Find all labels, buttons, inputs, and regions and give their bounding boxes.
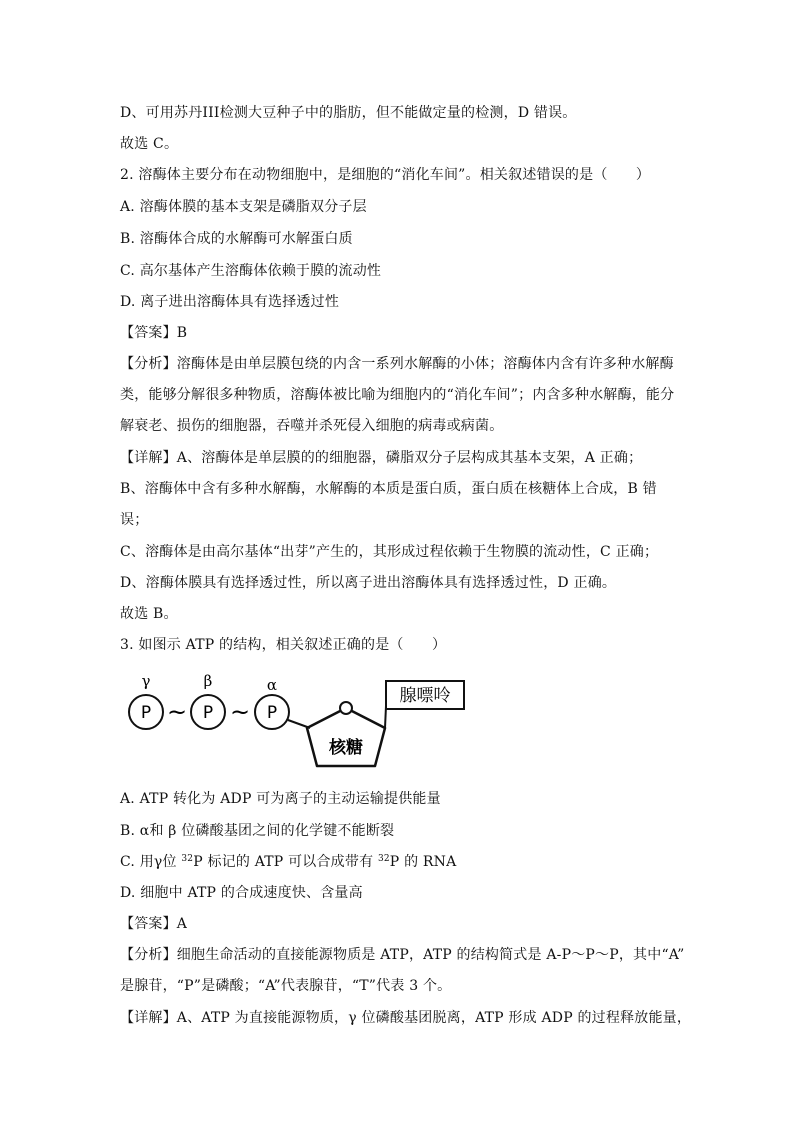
option-b: B. 溶酶体合成的水解酶可水解蛋白质 [120, 231, 353, 247]
question-3-stem: 3. 如图示 ATP 的结构，相关叙述正确的是（ ） [120, 637, 447, 653]
text-line: 故选 B。 [120, 606, 178, 622]
phosphate-gamma-label: P [140, 703, 152, 723]
high-energy-bond: ~ [166, 698, 188, 726]
gamma-label: γ [141, 672, 151, 690]
option-c: C. 高尔基体产生溶酶体依赖于膜的流动性 [120, 263, 382, 279]
superscript-32: 32 [181, 854, 194, 864]
q3-analysis-line: 是腺苷，“P”是磷酸；“A”代表腺苷，“T”代表 3 个。 [120, 978, 452, 994]
answer: 【答案】B [120, 325, 188, 341]
option-d: D. 离子进出溶酶体具有选择透过性 [120, 294, 340, 310]
question-2-stem: 2. 溶酶体主要分布在动物细胞中，是细胞的“消化车间”。相关叙述错误的是（ ） [120, 167, 651, 183]
alpha-label: α [266, 676, 278, 694]
detail-line: 【详解】A、溶酶体是单层膜的的细胞器，磷脂双分子层构成其基本支架，A 正确； [120, 450, 643, 466]
q3-option-b: B. α和 β 位磷酸基团之间的化学键不能断裂 [120, 823, 395, 839]
detail-line: C、溶酶体是由高尔基体“出芽”产生的，其形成过程依赖于生物膜的流动性，C 正确； [120, 544, 659, 560]
q3-option-d: D. 细胞中 ATP 的合成速度快、含量高 [120, 885, 363, 901]
atp-structure-diagram [120, 668, 480, 778]
text-line: D、可用苏丹III检测大豆种子中的脂肪，但不能做定量的检测，D 错误。 [120, 105, 577, 121]
detail-line: 误； [120, 512, 149, 528]
phosphate-beta-label: P [202, 703, 214, 723]
q3-option-c-part: C. 用γ位 [120, 854, 182, 870]
option-a: A. 溶酶体膜的基本支架是磷脂双分子层 [120, 199, 367, 215]
q3-analysis-line: 【分析】细胞生命活动的直接能源物质是 ATP，ATP 的结构简式是 A-P～P～P，其中“A” [120, 947, 685, 963]
analysis-line: 类，能够分解很多种物质，溶酶体被比喻为细胞内的“消化车间”；内含多种水解酶，能分 [120, 387, 675, 403]
detail-line: B、溶酶体中含有多种水解酶，水解酶的本质是蛋白质，蛋白质在核糖体上合成，B 错 [120, 481, 657, 497]
superscript-32: 32 [377, 854, 390, 864]
detail-line: D、溶酶体膜具有选择透过性，所以离子进出溶酶体具有选择透过性，D 正确。 [120, 575, 617, 591]
q3-option-a: A. ATP 转化为 ADP 可为离子的主动运输提供能量 [120, 791, 441, 807]
ring-oxygen-circle [340, 702, 352, 714]
q3-option-c-part: P 标记的 ATP 可以合成带有 [193, 854, 378, 870]
analysis-line: 【分析】溶酶体是由单层膜包绕的内含一系列水解酶的小体；溶酶体内含有许多种水解酶 [120, 356, 674, 372]
adenine-label: 腺嘌呤 [399, 686, 451, 706]
q3-option-c-part: P 的 RNA [389, 854, 457, 870]
q3-option-c [120, 853, 456, 871]
q3-detail-line: 【详解】A、ATP 为直接能源物质，γ 位磷酸基团脱离，ATP 形成 ADP 的过程释放能量， [120, 1010, 692, 1026]
analysis-line: 解衰老、损伤的细胞器，吞噬并杀死侵入细胞的病毒或病菌。 [120, 418, 504, 434]
high-energy-bond: ~ [229, 698, 251, 726]
ribose-label: 核糖 [329, 738, 363, 758]
phosphate-alpha-label: P [266, 703, 278, 723]
text-line: 故选 C。 [120, 136, 179, 152]
q3-answer: 【答案】A [120, 916, 188, 932]
beta-label: β [203, 672, 213, 690]
